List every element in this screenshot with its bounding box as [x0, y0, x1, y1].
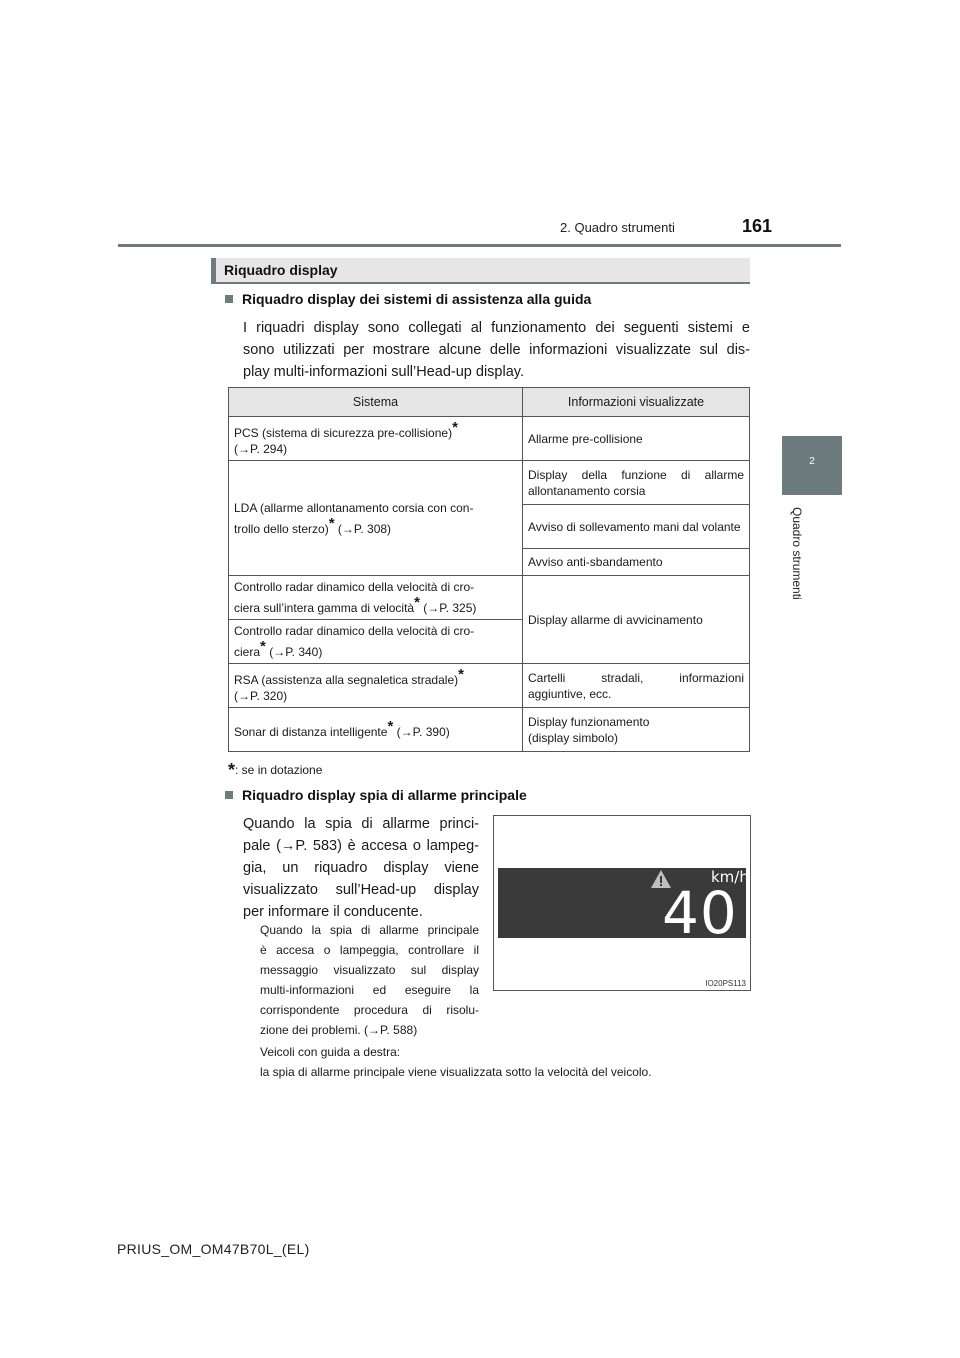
square-bullet-icon	[225, 791, 233, 799]
note-line: è accesa o lampeggia, controllare il	[260, 943, 479, 957]
cell-info-rsa	[523, 664, 750, 708]
subheading-driving-assistance	[225, 291, 591, 307]
acc-full-label-line2: ciera sull’intera gamma di velocità	[234, 601, 415, 615]
para-line: pale (→P. 583) è accesa o lampeg-	[243, 838, 479, 854]
master-warning-paragraph	[243, 813, 479, 923]
cell-system-sonar	[229, 708, 523, 752]
intro-paragraph	[243, 317, 750, 383]
table-header-informazioni: Informazioni visualizzate	[523, 388, 750, 417]
footnote	[228, 760, 322, 781]
footnote-star: *	[260, 638, 266, 655]
sonar-info-line2: (display simbolo)	[528, 730, 619, 745]
header-section-title: 2. Quadro strumenti	[560, 220, 675, 235]
subheading-text: Riquadro display spia di allarme principale	[242, 787, 527, 803]
para-line: gia, un riquadro display viene	[243, 860, 479, 876]
cell-system-lda	[229, 461, 523, 576]
intro-line: I riquadri display sono collegati al funzionamento dei seguenti sistemi e	[243, 320, 750, 336]
subheading-text: Riquadro display dei sistemi di assistenza alla guida	[242, 291, 592, 307]
sonar-ref: (→P. 390)	[393, 725, 450, 739]
rsa-info-line2: aggiuntive, ecc.	[528, 686, 612, 701]
master-warning-note	[260, 920, 479, 1040]
rhd-note	[260, 1042, 652, 1082]
sonar-info-line1: Display funzionamento	[528, 714, 650, 729]
cell-info-lda-2: Avviso di sollevamento mani dal volante	[523, 505, 750, 549]
footnote-star: *	[458, 666, 464, 683]
acc-label-line1: Controllo radar dinamico della velocità di cro-	[234, 624, 475, 638]
table-row-pcs	[229, 417, 750, 461]
table-row-rsa	[229, 664, 750, 708]
note-line: corrispondente procedura di risolu-	[260, 1003, 479, 1017]
para-line: Quando la spia di allarme princi-	[243, 816, 479, 832]
cell-system-rsa	[229, 664, 523, 708]
acc-ref: (→P. 340)	[265, 645, 323, 659]
table-header-row	[229, 388, 750, 417]
rsa-info-line1: Cartelli stradali, informazioni	[528, 670, 744, 685]
footnote-star: *	[328, 514, 335, 532]
para-line: visualizzato sull’Head-up display	[243, 882, 479, 898]
note-line: messaggio visualizzato sul display	[260, 963, 479, 977]
systems-table	[228, 387, 750, 752]
pcs-ref: (→P. 294)	[234, 442, 288, 456]
cell-info-acc: Display allarme di avvicinamento	[523, 576, 750, 664]
para-line: per informare il conducente.	[243, 904, 423, 920]
square-bullet-icon	[225, 295, 233, 303]
table-row-acc-full	[229, 576, 750, 620]
speed-readout: 40	[662, 879, 738, 947]
hud-figure	[493, 815, 751, 991]
note-line: Quando la spia di allarme principale	[260, 923, 479, 937]
footnote-text: : se in dotazione	[235, 763, 323, 777]
rsa-ref: (→P. 320)	[234, 689, 288, 703]
table-header-sistema: Sistema	[229, 388, 523, 417]
note-line: multi-informazioni ed eseguire la	[260, 983, 479, 997]
acc-label-line2: ciera	[234, 645, 261, 659]
cell-info-lda-3: Avviso anti-sbandamento	[523, 549, 750, 576]
cell-info-sonar	[523, 708, 750, 752]
section-title-bar	[211, 258, 750, 284]
note-line: zione dei problemi. (→P. 588)	[260, 1023, 418, 1037]
chapter-label: Quadro strumenti	[790, 507, 804, 600]
cell-info-pcs: Allarme pre-collisione	[523, 417, 750, 461]
intro-line: play multi-informazioni sull’Head-up display.	[243, 364, 524, 380]
cell-system-acc	[229, 620, 523, 664]
footnote-star: *	[414, 594, 420, 611]
sonar-label: Sonar di distanza intelligente	[234, 725, 388, 739]
intro-line: sono utilizzati per mostrare alcune delle informazioni visualizzate sul dis-	[243, 342, 750, 358]
footnote-star: *	[452, 419, 458, 436]
lda-label-line1: LDA (allarme allontanamento corsia con con-	[234, 500, 474, 515]
cell-info-lda-1: Display della funzione di allarme allontanamento corsia	[523, 461, 750, 505]
table-row-lda	[229, 461, 750, 505]
section-bar-accent	[211, 258, 216, 284]
manual-code: PRIUS_OM_OM47B70L_(EL)	[117, 1241, 310, 1257]
figure-code: IO20PS113	[705, 979, 746, 988]
acc-full-ref: (→P. 325)	[419, 601, 477, 615]
footnote-star: *	[228, 760, 236, 780]
header-rule	[118, 244, 841, 247]
pcs-label: PCS (sistema di sicurezza pre-collisione)	[234, 426, 453, 440]
cell-system-acc-full	[229, 576, 523, 620]
cell-system-pcs	[229, 417, 523, 461]
page-number: 161	[742, 216, 773, 236]
rhd-note-line1: Veicoli con guida a destra:	[260, 1045, 401, 1059]
subheading-master-warning	[225, 787, 527, 803]
footnote-star: *	[387, 718, 394, 735]
section-title: Riquadro display	[224, 262, 338, 278]
speed-unit: km/h	[711, 868, 749, 886]
table-row-sonar	[229, 708, 750, 752]
lda-ref: (→P. 308)	[334, 521, 392, 536]
lda-label-line2: trollo dello sterzo)	[234, 521, 329, 536]
acc-full-label-line1: Controllo radar dinamico della velocità di cro-	[234, 580, 475, 594]
rhd-note-line2: la spia di allarme principale viene visualizzata sotto la velocità del veicolo.	[260, 1065, 652, 1079]
chapter-tab: 2	[782, 436, 842, 495]
rsa-label: RSA (assistenza alla segnaletica stradale)	[234, 673, 459, 687]
